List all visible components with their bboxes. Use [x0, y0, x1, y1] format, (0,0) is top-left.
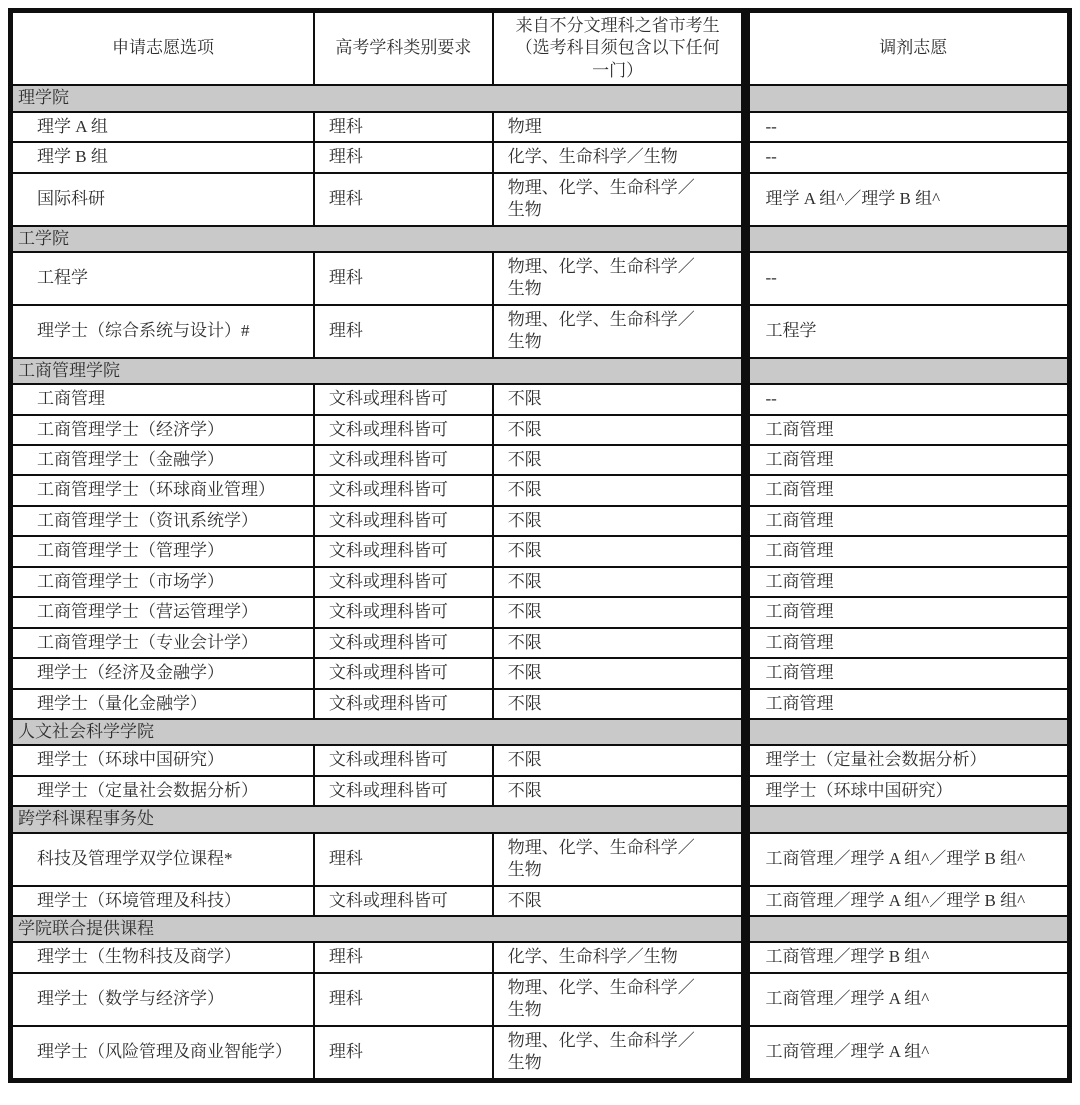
table-row: [11, 415, 1070, 445]
subjects-cell: 化学、生命科学／生物: [493, 942, 746, 972]
subjects-cell: 物理: [493, 112, 746, 142]
subjects-cell: 物理、化学、生命科学／生物: [493, 252, 746, 305]
subjects-cell: 不限: [493, 415, 746, 445]
subjects-cell: 物理、化学、生命科学／生物: [493, 833, 746, 886]
table-row: [11, 658, 1070, 688]
stream-cell: 理科: [314, 973, 493, 1026]
stream-cell: 文科或理科皆可: [314, 475, 493, 505]
stream-cell: 文科或理科皆可: [314, 597, 493, 627]
program-cell: 理学 B 组: [11, 142, 314, 172]
subjects-cell: 不限: [493, 628, 746, 658]
program-cell: 工商管理学士（资讯系统学）: [11, 506, 314, 536]
subjects-cell: 不限: [493, 384, 746, 414]
program-cell: 工商管理学士（专业会计学）: [11, 628, 314, 658]
transfer-cell: 理学士（环球中国研究）: [746, 776, 1070, 806]
table-row: [11, 142, 1070, 172]
stream-cell: 理科: [314, 1026, 493, 1080]
section-row: [11, 806, 1070, 832]
transfer-cell: 工商管理／理学 A 组^: [746, 1026, 1070, 1080]
transfer-cell: 工商管理: [746, 597, 1070, 627]
stream-cell: 理科: [314, 942, 493, 972]
stream-cell: 理科: [314, 252, 493, 305]
program-cell: 工商管理学士（经济学）: [11, 415, 314, 445]
stream-cell: 文科或理科皆可: [314, 628, 493, 658]
transfer-cell: 工商管理／理学 A 组^／理学 B 组^: [746, 833, 1070, 886]
transfer-cell: --: [746, 142, 1070, 172]
transfer-cell: 工商管理: [746, 536, 1070, 566]
section-transfer-cell: [746, 226, 1070, 252]
subjects-cell: 物理、化学、生命科学／生物: [493, 173, 746, 226]
transfer-cell: 工商管理／理学 B 组^: [746, 942, 1070, 972]
admissions-table: [8, 8, 1072, 1083]
table-row: [11, 942, 1070, 972]
transfer-cell: --: [746, 384, 1070, 414]
table-row: [11, 628, 1070, 658]
stream-cell: 理科: [314, 142, 493, 172]
table-row: [11, 305, 1070, 358]
stream-cell: 文科或理科皆可: [314, 658, 493, 688]
table-row: [11, 173, 1070, 226]
section-row: [11, 358, 1070, 384]
subjects-cell: 不限: [493, 886, 746, 916]
subjects-cell: 不限: [493, 475, 746, 505]
transfer-cell: 工商管理: [746, 628, 1070, 658]
stream-cell: 理科: [314, 305, 493, 358]
program-cell: 科技及管理学双学位课程*: [11, 833, 314, 886]
section-row: [11, 916, 1070, 942]
table-row: [11, 745, 1070, 775]
table-row: [11, 886, 1070, 916]
table-row: [11, 112, 1070, 142]
table-body: [11, 85, 1070, 1080]
transfer-cell: 工商管理: [746, 475, 1070, 505]
transfer-cell: --: [746, 252, 1070, 305]
table-row: [11, 567, 1070, 597]
table-row: [11, 475, 1070, 505]
program-cell: 工商管理学士（市场学）: [11, 567, 314, 597]
section-transfer-cell: [746, 719, 1070, 745]
stream-cell: 文科或理科皆可: [314, 384, 493, 414]
table-row: [11, 776, 1070, 806]
table-row: [11, 384, 1070, 414]
subjects-cell: 物理、化学、生命科学／生物: [493, 1026, 746, 1080]
transfer-cell: 工商管理／理学 A 组^: [746, 973, 1070, 1026]
program-cell: 工程学: [11, 252, 314, 305]
section-title: 人文社会科学学院: [11, 719, 746, 745]
table-row: [11, 833, 1070, 886]
stream-cell: 文科或理科皆可: [314, 415, 493, 445]
stream-cell: 文科或理科皆可: [314, 886, 493, 916]
table-row: [11, 1026, 1070, 1080]
program-cell: 工商管理: [11, 384, 314, 414]
section-row: [11, 719, 1070, 745]
transfer-cell: --: [746, 112, 1070, 142]
transfer-cell: 工商管理: [746, 689, 1070, 719]
subjects-cell: 不限: [493, 536, 746, 566]
transfer-cell: 工程学: [746, 305, 1070, 358]
stream-cell: 理科: [314, 833, 493, 886]
program-cell: 工商管理学士（管理学）: [11, 536, 314, 566]
table-row: [11, 536, 1070, 566]
transfer-cell: 理学士（定量社会数据分析）: [746, 745, 1070, 775]
subjects-cell: 化学、生命科学／生物: [493, 142, 746, 172]
section-row: [11, 226, 1070, 252]
subjects-cell: 不限: [493, 567, 746, 597]
subjects-cell: 不限: [493, 776, 746, 806]
transfer-cell: 理学 A 组^／理学 B 组^: [746, 173, 1070, 226]
section-title: 工商管理学院: [11, 358, 746, 384]
section-transfer-cell: [746, 806, 1070, 832]
program-cell: 理学士（综合系统与设计）#: [11, 305, 314, 358]
transfer-cell: 工商管理／理学 A 组^／理学 B 组^: [746, 886, 1070, 916]
stream-cell: 理科: [314, 112, 493, 142]
stream-cell: 文科或理科皆可: [314, 506, 493, 536]
column-header-program: 申请志愿选项: [11, 11, 314, 86]
column-header-stream: 高考学科类别要求: [314, 11, 493, 86]
transfer-cell: 工商管理: [746, 445, 1070, 475]
section-title: 学院联合提供课程: [11, 916, 746, 942]
subjects-cell: 不限: [493, 745, 746, 775]
program-cell: 理学 A 组: [11, 112, 314, 142]
header-row: [11, 11, 1070, 86]
transfer-cell: 工商管理: [746, 506, 1070, 536]
subjects-cell: 不限: [493, 689, 746, 719]
stream-cell: 文科或理科皆可: [314, 567, 493, 597]
program-cell: 工商管理学士（营运管理学）: [11, 597, 314, 627]
subjects-cell: 不限: [493, 445, 746, 475]
column-header-transfer: 调剂志愿: [746, 11, 1070, 86]
program-cell: 理学士（数学与经济学）: [11, 973, 314, 1026]
program-cell: 理学士（经济及金融学）: [11, 658, 314, 688]
section-transfer-cell: [746, 916, 1070, 942]
table-row: [11, 506, 1070, 536]
program-cell: 理学士（生物科技及商学）: [11, 942, 314, 972]
section-title: 跨学科课程事务处: [11, 806, 746, 832]
section-title: 理学院: [11, 85, 746, 111]
transfer-cell: 工商管理: [746, 567, 1070, 597]
table-row: [11, 597, 1070, 627]
section-title: 工学院: [11, 226, 746, 252]
column-header-subjects: 来自不分文理科之省市考生（选考科目须包含以下任何一门）: [493, 11, 746, 86]
stream-cell: 文科或理科皆可: [314, 689, 493, 719]
stream-cell: 文科或理科皆可: [314, 776, 493, 806]
stream-cell: 文科或理科皆可: [314, 445, 493, 475]
transfer-cell: 工商管理: [746, 415, 1070, 445]
subjects-cell: 不限: [493, 658, 746, 688]
program-cell: 国际科研: [11, 173, 314, 226]
section-row: [11, 85, 1070, 111]
table-row: [11, 252, 1070, 305]
table-row: [11, 445, 1070, 475]
table-row: [11, 689, 1070, 719]
stream-cell: 文科或理科皆可: [314, 745, 493, 775]
program-cell: 工商管理学士（金融学）: [11, 445, 314, 475]
section-transfer-cell: [746, 85, 1070, 111]
subjects-cell: 不限: [493, 597, 746, 627]
stream-cell: 理科: [314, 173, 493, 226]
subjects-cell: 物理、化学、生命科学／生物: [493, 305, 746, 358]
section-transfer-cell: [746, 358, 1070, 384]
program-cell: 理学士（环境管理及科技）: [11, 886, 314, 916]
transfer-cell: 工商管理: [746, 658, 1070, 688]
stream-cell: 文科或理科皆可: [314, 536, 493, 566]
program-cell: 理学士（风险管理及商业智能学）: [11, 1026, 314, 1080]
program-cell: 理学士（定量社会数据分析）: [11, 776, 314, 806]
subjects-cell: 不限: [493, 506, 746, 536]
program-cell: 工商管理学士（环球商业管理）: [11, 475, 314, 505]
program-cell: 理学士（环球中国研究）: [11, 745, 314, 775]
subjects-cell: 物理、化学、生命科学／生物: [493, 973, 746, 1026]
table-row: [11, 973, 1070, 1026]
program-cell: 理学士（量化金融学）: [11, 689, 314, 719]
